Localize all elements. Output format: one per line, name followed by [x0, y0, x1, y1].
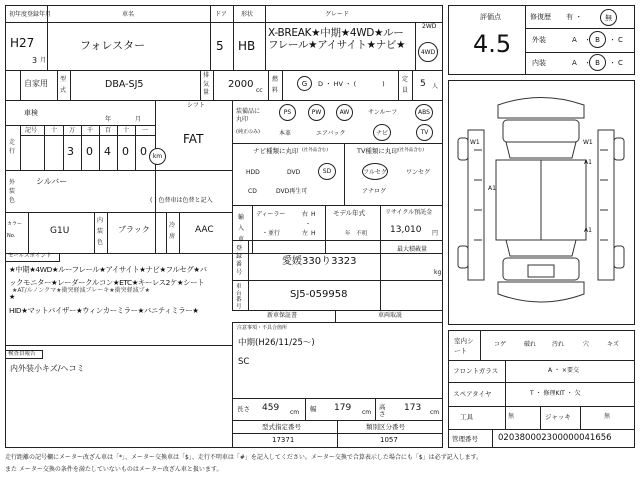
divider — [525, 5, 526, 75]
divider — [282, 70, 283, 100]
sales-label: セールスポイント — [8, 253, 52, 259]
tv-note: (社外品含む) — [398, 148, 425, 153]
divider — [448, 382, 635, 383]
equip-tv: TV — [420, 129, 429, 136]
disp-label: 排気量 — [203, 72, 210, 96]
length-value: 459 — [262, 403, 280, 413]
fuel-rest: D ・ HV ・ ( ) — [318, 80, 385, 88]
import-dot: ・ — [305, 221, 312, 228]
model-year-sep: 年 不明 — [345, 231, 368, 237]
vehicle-manual: 車両取説 — [378, 312, 403, 319]
odo-head-1: 十 — [51, 127, 58, 134]
equip-airbag: エアバック — [316, 130, 346, 137]
divider — [28, 212, 29, 253]
divider — [448, 429, 635, 430]
divider — [337, 420, 338, 448]
divider — [412, 70, 413, 100]
fuel-g: G — [301, 79, 308, 88]
recycle-label: リサイクル預託金 — [385, 209, 433, 216]
divider — [398, 70, 399, 100]
seat-opt: 汚れ — [552, 341, 565, 348]
cap-value: 5 — [420, 79, 426, 89]
equip-aw: AW — [339, 109, 350, 116]
jack-value: 無 — [604, 413, 611, 420]
equip-tv-circled — [416, 124, 433, 141]
import-dealer: ディーラー — [256, 211, 286, 218]
odo-digit: 0 — [122, 145, 129, 158]
drive-4wd-circled — [418, 42, 438, 62]
divider — [268, 70, 269, 100]
diagram-mark: W1 — [583, 139, 593, 146]
footer-line2: また メーター交換の条件を満たしていないものはメーター改ざん車と扱います。 — [5, 466, 223, 473]
height-value: 173 — [404, 403, 422, 413]
glass-label: フロントガラス — [453, 367, 499, 375]
warranty-card: 新車保証書 — [267, 312, 298, 319]
sales-line3: ★AT/ルノンクマ★衝突軽減ブレーキ★衝突軽減ブ★ — [12, 287, 151, 294]
repair-opts: 有 ・ — [566, 13, 583, 21]
divider — [580, 406, 581, 429]
use-value: 自家用 — [24, 79, 48, 88]
ac-value: AAC — [195, 225, 214, 235]
model-year-label: モデル年式 — [333, 209, 366, 217]
divider — [5, 125, 155, 126]
ext-a: A — [572, 36, 577, 44]
height-label: 高さ — [379, 403, 386, 418]
cap-label: 定員 — [402, 76, 409, 94]
odo-digit: 4 — [104, 145, 111, 158]
score-value: 4.5 — [473, 30, 512, 58]
vin-label: 車台番号 — [236, 284, 242, 310]
divider — [492, 429, 493, 448]
spare-label: スペアタイヤ — [453, 390, 492, 398]
divider — [505, 360, 506, 429]
color-label: 外装色 — [9, 179, 16, 204]
divider — [63, 125, 64, 170]
divider — [117, 125, 118, 170]
divider — [232, 240, 380, 241]
car-name-value: フォレスター — [80, 39, 146, 52]
sales-line5: HID★マットバイザー★ウィンカーミラー★バニティミラー★ — [9, 306, 199, 315]
int-c: C — [618, 59, 623, 67]
int-color-label: 内装色 — [97, 217, 104, 246]
width-label: 幅 — [310, 405, 317, 413]
nav-sd-circled — [318, 163, 336, 180]
divider — [99, 125, 100, 170]
import-h2: H — [311, 230, 316, 237]
door-label: ドア — [215, 11, 227, 18]
divider — [232, 240, 233, 310]
reg-date-label: 初年度登録年月 — [9, 11, 52, 18]
divider — [305, 398, 306, 420]
odo-head-3: 千 — [87, 127, 94, 134]
cap-unit: 人 — [432, 83, 439, 90]
grade-label: グレード — [325, 11, 350, 18]
tool-label: 工具 — [460, 413, 473, 421]
inspect-label: 車検 — [24, 109, 38, 117]
seat-opt: キズ — [607, 341, 619, 348]
note-line2: SC — [238, 357, 250, 367]
inspector-text: 内外装小キズ/ヘコミ — [10, 364, 85, 373]
divider — [57, 70, 58, 100]
vin-value: SJ5-059958 — [290, 289, 348, 300]
diagram-mark: A1 — [584, 227, 592, 234]
ext-b: B — [595, 35, 600, 44]
divider — [232, 322, 233, 448]
divider — [213, 70, 214, 100]
odo-digit: 0 — [86, 145, 93, 158]
divider — [5, 345, 232, 346]
equip-pw: PW — [311, 109, 322, 116]
jack-label: ジャッキ — [545, 413, 571, 421]
tv-oneseg: ワンセグ — [406, 169, 431, 176]
nav-sd: SD — [322, 168, 332, 175]
repair-none: 無 — [605, 13, 612, 22]
divider — [44, 125, 45, 170]
divider — [5, 22, 443, 23]
equip-pw-circled — [308, 104, 325, 121]
width-value: 179 — [334, 403, 352, 413]
seat-opt: 穴 — [583, 341, 590, 348]
footer-line1: 走行距離の記号欄にメーター改ざん車は「*」、メーター交換車は「$」、走行不明車は「#」を記入してください。メーター交換で合算表示した場合にも「$」は必ず記入します。 — [5, 454, 483, 461]
odo-digit: 0 — [140, 145, 147, 158]
ac-label: 冷房 — [169, 222, 176, 240]
nav-note: (社外品含む) — [302, 148, 329, 153]
tool-value: 無 — [508, 413, 515, 420]
divider — [525, 52, 635, 53]
max-load-unit: kg — [434, 269, 442, 276]
inspect-year: 年 — [105, 116, 112, 123]
import-parallel: ・並行 — [262, 230, 281, 237]
cat-no-label: 類別区分番号 — [366, 423, 405, 431]
equip-sunroof: サンルーフ — [368, 109, 398, 116]
color-no-value: G1U — [50, 226, 70, 236]
disp-unit: cc — [256, 87, 263, 94]
score-label: 評価点 — [480, 13, 501, 21]
divider — [20, 70, 21, 100]
repair-none-circled — [600, 9, 617, 26]
diagram-mark: A1 — [488, 185, 496, 192]
plate-label: 登録番号 — [236, 245, 243, 276]
length-label: 長さ — [237, 405, 250, 413]
nav-cd: CD — [248, 188, 257, 195]
diagram-mark: W1 — [470, 139, 480, 146]
drive-2wd: 2WD — [422, 23, 437, 30]
int-dot2: ・ — [609, 59, 616, 67]
divider — [380, 205, 381, 310]
divider — [20, 125, 21, 170]
int-dot: ・ — [584, 59, 591, 67]
int-a: A — [572, 59, 577, 67]
odo-head-0: 記号 — [25, 127, 38, 134]
disp-value: 2000 — [228, 79, 254, 90]
reg-date-month: 3 — [32, 56, 38, 65]
odo-head-5: 十 — [123, 127, 130, 134]
equip-aw-circled — [336, 104, 353, 121]
shift-label: シフト — [187, 102, 206, 109]
odo-km-circled — [149, 148, 166, 165]
ext-dot2: ・ — [609, 36, 616, 44]
glass-opts: A ・ ×要交 — [548, 367, 579, 374]
odo-head-6: 一 — [142, 127, 149, 134]
nav-hdd: HDD — [246, 169, 260, 176]
tv-fullseg-circled — [362, 163, 388, 180]
drive-4wd: 4WD — [420, 48, 436, 56]
divider — [70, 70, 71, 100]
import-right: 右 — [302, 211, 309, 218]
divider — [344, 143, 345, 205]
divider — [210, 5, 211, 70]
ext-dot: ・ — [584, 36, 591, 44]
divider — [5, 170, 232, 171]
divider — [232, 100, 233, 253]
name-label: 車名 — [122, 11, 135, 18]
exterior-label: 外装 — [532, 36, 546, 44]
max-load-label: 最大積載量 — [397, 246, 428, 253]
note-line1: 中期(H26/11/25～) — [238, 338, 315, 348]
sales-line1: ★中期★4WD★ルーフレール★アイサイト★ナビ★フルセグ★バ — [9, 265, 207, 274]
equip-note: (純正のみ) — [236, 129, 260, 135]
odo-km: km — [152, 153, 163, 160]
divider — [155, 100, 156, 253]
fuel-g-circled — [297, 76, 312, 91]
divider — [325, 205, 326, 253]
shape-label: 形状 — [241, 11, 254, 18]
int-color-value: ブラック — [118, 225, 150, 234]
type-no-value: 17371 — [272, 436, 295, 444]
divider — [540, 406, 541, 429]
equip-ps: PS — [283, 109, 292, 116]
int-b-circled — [589, 54, 606, 71]
inspect-month: 月 — [135, 116, 142, 123]
mgmt-value: 020380002300000041656 — [498, 433, 612, 443]
seat-opt: コゲ — [494, 341, 507, 348]
ext-b-circled — [589, 31, 606, 48]
plate-value: 愛媛330り3323 — [282, 256, 357, 267]
tv-analog: アナログ — [362, 188, 387, 195]
divider — [232, 310, 443, 311]
equip-navi-circled — [373, 124, 391, 141]
divider — [232, 143, 443, 144]
divider — [448, 406, 635, 407]
diagram-mark: A1 — [584, 159, 592, 166]
divider — [265, 5, 266, 70]
divider — [233, 5, 234, 70]
spare-opts: T ・ 修理KIT ・ 欠 — [530, 390, 581, 397]
car-diagram — [448, 80, 635, 325]
sales-line4: ★ — [9, 293, 16, 301]
divider — [5, 253, 443, 254]
nav-dvd: DVD — [287, 169, 301, 176]
divider — [480, 330, 481, 360]
odo-head-2: 万 — [69, 127, 76, 134]
divider — [375, 398, 376, 420]
divider — [166, 212, 167, 253]
import-label: 輸入車 — [238, 214, 245, 243]
import-left: 左 — [302, 230, 309, 237]
nav-dvdplay: DVD再生可 — [276, 188, 308, 195]
divider — [252, 205, 253, 253]
equip-ps-circled — [279, 104, 296, 121]
odo-head-4: 百 — [105, 127, 112, 134]
divider — [200, 70, 201, 100]
equip-abs: ABS — [418, 109, 430, 116]
nav-title: ナビ種類に丸印 — [253, 147, 299, 155]
shift-value: FAT — [183, 132, 204, 146]
ext-c: C — [618, 36, 623, 44]
reg-month-unit: 月 — [40, 57, 47, 64]
sales-line2: ックモニター★レーダークルコン★ETC★キーレス2ケ★シート — [9, 278, 205, 287]
type-no-label: 型式指定番号 — [262, 423, 301, 431]
divider — [5, 212, 232, 213]
tv-title: TV種類に丸印 — [357, 147, 398, 155]
divider — [94, 212, 95, 253]
equip-navi: ナビ — [375, 130, 388, 137]
model-label: 型式 — [60, 76, 67, 94]
recycle-value: 13,010 — [390, 225, 422, 235]
divider — [232, 280, 443, 281]
shape-value: HB — [238, 39, 256, 53]
import-h: H — [311, 211, 316, 218]
equip-leather: 本革 — [279, 130, 292, 137]
interior-seat-label: 室内シート — [454, 337, 474, 355]
recycle-unit: 円 — [432, 230, 439, 237]
mgmt-label: 管理番号 — [452, 435, 478, 443]
divider — [232, 322, 443, 323]
int-b: B — [595, 58, 600, 67]
divider — [415, 22, 416, 70]
inspector-label: 検査員報告 — [8, 351, 36, 357]
divider — [179, 212, 180, 253]
length-unit: cm — [290, 409, 300, 416]
divider — [5, 100, 443, 101]
equip-label: 装備品に丸印 — [236, 108, 261, 123]
divider — [448, 360, 635, 361]
tv-fullseg: フルセグ — [363, 169, 387, 176]
divider — [232, 205, 443, 206]
fuel-label: 燃料 — [272, 76, 279, 94]
reg-date-value: H27 — [10, 36, 35, 50]
run-label: 走行 — [9, 139, 16, 155]
door-value: 5 — [216, 39, 224, 53]
color-value: シルバー — [36, 177, 68, 186]
interior-label: 内装 — [532, 59, 546, 67]
seat-opt: 破れ — [524, 341, 537, 348]
color-no-label: カラーNo. — [7, 221, 23, 239]
model-value: DBA-SJ5 — [105, 79, 144, 90]
color-note: ( ) 色替車は色替と記入 — [150, 197, 213, 204]
divider — [81, 125, 82, 170]
height-unit: cm — [430, 409, 440, 416]
grade-value: X-BREAK★中期★4WD★ルーフレール★アイサイト★ナビ★ — [268, 27, 406, 51]
note-label: 注意事項・不具合箇所 — [237, 325, 288, 331]
cat-no-value: 1057 — [380, 436, 398, 444]
odo-digit: 3 — [67, 145, 74, 158]
divider — [107, 212, 108, 253]
divider — [380, 240, 443, 241]
divider — [248, 240, 249, 310]
divider — [335, 310, 336, 322]
repair-label: 修復歴 — [530, 13, 551, 21]
equip-abs-circled — [415, 104, 433, 121]
divider — [232, 398, 443, 399]
width-unit: cm — [362, 409, 372, 416]
divider — [135, 125, 136, 170]
divider — [525, 28, 635, 29]
